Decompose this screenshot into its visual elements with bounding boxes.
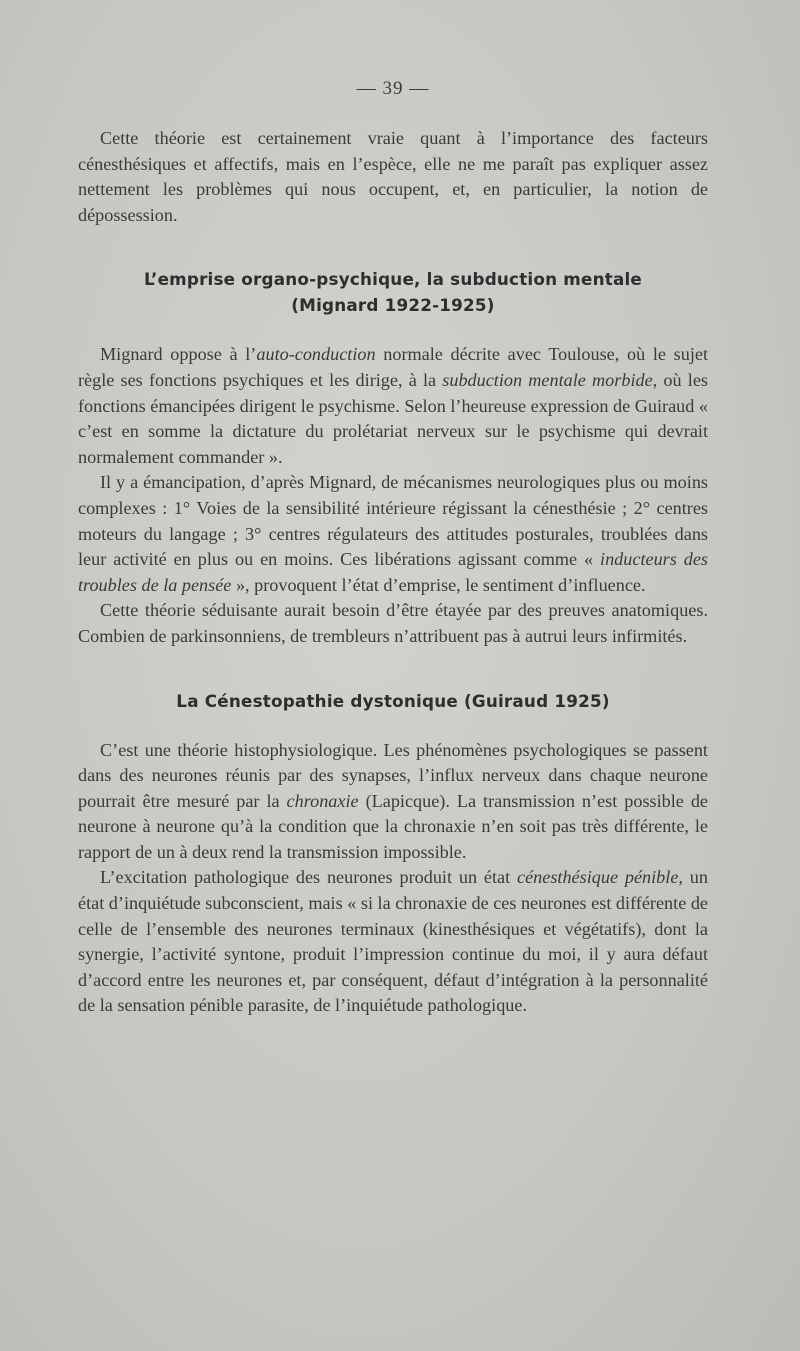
paragraph xyxy=(78,342,708,470)
page-number: — 39 — xyxy=(356,78,430,99)
text-segment: où les fonctions émancipées dirigent le psychisme. Selon l’heureuse expression de Guiraud « c’est en somme la dictature du prolétariat nerveux sur le psychisme qui devrait normalement commander ». xyxy=(78,369,708,467)
heading-line: (Mignard 1922-1925) xyxy=(291,295,495,316)
heading-line: La Cénestopathie dystonique (Guiraud 1925) xyxy=(176,690,610,711)
text-segment: Il y a émancipation, d’après Mignard, de mécanismes neurologiques plus ou moins complexes : 1° Voies de la sensibilité intérieure régissant la cénesthésie ; 2° centres moteurs du langage ; 3° centres régulateurs des attitudes posturales, troublées dans leur activité en plus ou en moins. Ces libérations agissant comme « xyxy=(78,472,708,570)
paragraph xyxy=(78,470,708,598)
section-guiraud xyxy=(78,688,708,1020)
text-segment: », provoquent l’état d’emprise, le sentiment d’influence. xyxy=(231,574,646,595)
text-segment: normale décrite avec Toulouse, où le sujet règle ses fonctions psychiques et les dirige, à la xyxy=(78,344,708,390)
section-heading xyxy=(78,266,708,318)
text-segment: L’excitation pathologique des neurones produit un état xyxy=(100,867,518,888)
text-segment: Cette théorie séduisante aurait besoin d’être étayée par des preuves anatomiques. Combien de parkinsonniens, de trembleurs n’attribuent pas à autrui leurs infirmités. xyxy=(78,600,708,646)
heading-line: L’emprise organo-psychique, la subduction mentale xyxy=(143,269,642,290)
italic-term: cénesthésique pénible, xyxy=(517,867,683,888)
italic-term: chronaxie xyxy=(286,790,359,811)
text-segment: C’est une théorie histophysiologique. Les phénomènes psychologiques se passent dans des neurones réunis par des synapses, l’influx nerveux dans chaque neurone pourrait être mesuré par la xyxy=(78,739,708,811)
text-segment: un état d’inquiétude subconscient, mais « si la chronaxie de ces neurones est différente de celle de l’ensemble des neurones terminaux (kinesthésiques et végétatifs), dont la synergie, l’activité syntone, produit l’impression continue du moi, il y aura défaut d’accord entre les neurones et, par conséquent, défaut d’intégration à la personnalité de la sensation pénible parasite, de l’inquiétude pathologique. xyxy=(78,867,708,1016)
paragraph xyxy=(78,738,708,866)
intro-section xyxy=(78,126,708,228)
italic-term: inducteurs des troubles de la pensée xyxy=(78,549,708,595)
section-mignard xyxy=(78,266,708,649)
italic-term: auto-conduction xyxy=(256,344,376,365)
text-segment: (Lapicque). La transmission n’est possible de neurone à neurone qu’à la condition que la chronaxie n’en soit pas très différente, le rapport de un à deux rend la transmission impossible. xyxy=(78,790,709,862)
paragraph xyxy=(78,865,708,1019)
text-segment: Mignard oppose à l’ xyxy=(100,344,257,365)
paragraph xyxy=(78,126,708,228)
paragraph xyxy=(78,598,708,649)
italic-term: subduction mentale morbide, xyxy=(442,369,658,390)
section-heading xyxy=(78,688,708,714)
book-page xyxy=(78,78,708,1019)
text-segment: Cette théorie est certainement vraie quant à l’importance des facteurs cénesthésiques et affectifs, mais en l’espèce, elle ne me paraît pas expliquer assez nettement les problèmes qui nous occupent, et, en particulier, la notion de dépossession. xyxy=(78,128,708,225)
